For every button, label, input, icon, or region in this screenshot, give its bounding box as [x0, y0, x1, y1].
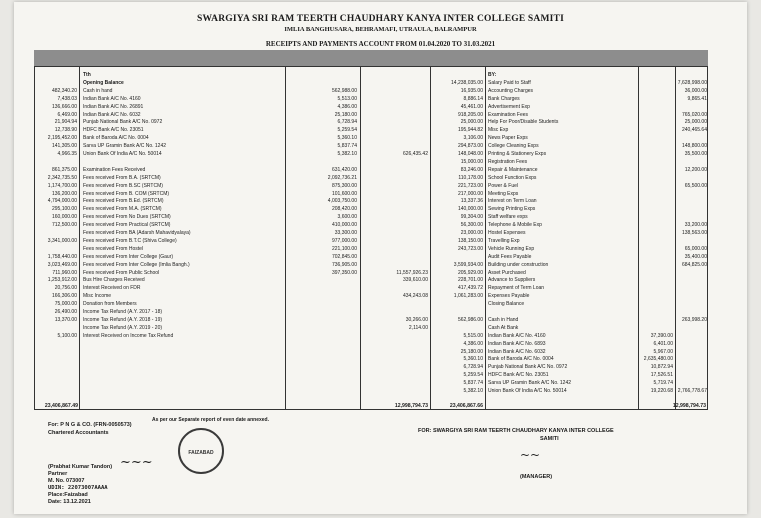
- receipt-prev-year-amount: 136,200.00: [51, 190, 77, 197]
- payment-prev-year-amount: 140,000.00: [457, 206, 483, 213]
- payment-particular: Examination Fees: [488, 111, 529, 118]
- receipt-particular: Fees received From B. COM (SRTCM): [83, 190, 170, 197]
- partner-role: Partner: [48, 471, 68, 477]
- payment-prev-year-amount: 83,246.00: [460, 166, 483, 173]
- payment-particular: BY:: [488, 72, 497, 78]
- payment-particular: Bank of Baroda A/C No. 0004: [488, 356, 554, 363]
- payment-amount: 17,526.51: [650, 372, 673, 379]
- payment-particular: School Function Exps: [488, 174, 537, 181]
- payment-particular: Advertisement Exp: [488, 103, 530, 110]
- society-line-2: SAMITI: [540, 436, 559, 442]
- receipt-particular: Fees received From B.T.C (Shiva College): [83, 237, 177, 244]
- payment-particular: Closing Balance: [488, 301, 525, 308]
- receipt-amount: 5,360.10: [337, 135, 357, 142]
- payment-prev-year-amount: 99,304.00: [460, 214, 483, 221]
- receipt-prev-year-amount: 13,370.00: [54, 316, 77, 323]
- receipt-particular: Indian Bank A/C No. 4160: [83, 95, 141, 102]
- payment-total-amount: 33,200.00: [684, 222, 707, 229]
- payment-particular: Repayment of Term Loan: [488, 285, 545, 292]
- payment-particular: Telephone & Mobile Exp: [488, 222, 542, 229]
- payment-amount: 37,390.00: [650, 332, 673, 339]
- receipt-particular: Fees received From B.SC (SRTCM): [83, 182, 163, 189]
- receipt-particular: Income Tax Refund (A.Y. 2017 - 18): [83, 309, 163, 315]
- payment-amount: 2,635,480.00: [643, 356, 673, 363]
- payment-amount: 6,401.00: [653, 340, 673, 347]
- receipt-particular: HDFC Bank A/C No. 23051: [83, 127, 144, 134]
- payment-total-amount: 65,500.00: [684, 182, 707, 189]
- receipt-prev-year-amount: 5,100.00: [57, 332, 77, 339]
- receipt-total-amount: 11,557,926.23: [396, 269, 428, 276]
- payments-total-prev: 23,406,867.66: [449, 403, 483, 409]
- payment-particular: News Paper Exps: [488, 135, 528, 142]
- membership-number: M. No. 073007: [48, 478, 85, 484]
- receipt-amount: 562,988.00: [331, 87, 357, 94]
- payment-prev-year-amount: 3,599,934.00: [453, 261, 483, 268]
- auditor-firm: For: P N G & CO. (FRN-0050573): [48, 422, 132, 428]
- payment-particular: Misc Exp: [488, 127, 509, 134]
- manager-signature: ~~: [520, 448, 541, 462]
- date: Date: 13.12.2021: [48, 499, 91, 505]
- receipt-particular: Donation from Members: [83, 301, 137, 308]
- payment-prev-year-amount: 5,515.00: [463, 332, 483, 339]
- receipt-amount: 736,905.00: [331, 261, 357, 268]
- receipt-prev-year-amount: 160,000.00: [51, 214, 77, 221]
- receipt-particular: Fees received From Inter College (Imlia Bangh.): [83, 261, 190, 268]
- receipt-prev-year-amount: 1,758,440.00: [47, 253, 77, 260]
- payment-prev-year-amount: 217,000.00: [457, 190, 483, 197]
- receipt-amount: 2,092,736.21: [327, 174, 357, 181]
- payment-particular: Meeting Exps: [488, 190, 519, 197]
- payment-prev-year-amount: 16,935.00: [460, 87, 483, 94]
- receipt-amount: 33,300.00: [334, 230, 357, 236]
- receipts-total: 12,998,794.73: [394, 403, 428, 409]
- payment-total-amount: 138,563.00: [681, 230, 707, 236]
- receipt-prev-year-amount: 7,438.03: [57, 95, 77, 102]
- payment-particular: Staff welfare exps: [488, 214, 528, 221]
- receipt-amount: 5,513.00: [337, 95, 357, 102]
- payment-prev-year-amount: 8,886.14: [463, 95, 483, 102]
- payment-prev-year-amount: 228,701.00: [457, 277, 483, 284]
- payment-particular: Audit Fees Payable: [488, 253, 532, 260]
- receipt-particular: Bus Hire Charges Received: [83, 277, 145, 284]
- receipt-prev-year-amount: 2,342,735.50: [47, 174, 77, 181]
- receipt-particular: Punjab National Bank A/C No. 0972: [83, 119, 163, 126]
- payment-prev-year-amount: 25,180.00: [460, 348, 483, 355]
- manager-label: (MANAGER): [520, 474, 553, 480]
- payment-total-amount: 765,020.00: [681, 111, 707, 118]
- payment-prev-year-amount: 138,150.00: [457, 237, 483, 244]
- receipt-prev-year-amount: 4,966.35: [57, 151, 77, 157]
- payment-prev-year-amount: 13,337.36: [460, 198, 483, 205]
- payment-total-amount: 65,000.00: [684, 245, 707, 252]
- payment-particular: Punjab National Bank A/C No. 0972: [488, 364, 568, 371]
- payment-total-amount: 684,825.00: [681, 261, 707, 268]
- receipt-particular: Tth: [83, 72, 91, 78]
- receipt-total-amount: 626,435.42: [402, 151, 428, 157]
- receipt-prev-year-amount: 711,960.00: [52, 269, 77, 276]
- accounts-table: [34, 66, 708, 410]
- receipt-particular: Sarva UP Gramin Bank A/C No. 1242: [83, 143, 167, 150]
- payment-total-amount: 263,998.20: [681, 316, 707, 323]
- payment-prev-year-amount: 23,000.00: [460, 230, 483, 236]
- receipt-total-amount: 434,243.08: [402, 293, 428, 300]
- receipt-particular: Cash in hand: [83, 87, 113, 94]
- payment-total-amount: 9,865.41: [687, 95, 707, 102]
- receipt-particular: Bank of Baroda A/C No. 0004: [83, 135, 149, 142]
- payment-prev-year-amount: 243,723.00: [457, 245, 483, 252]
- payment-prev-year-amount: 205,929.00: [457, 269, 483, 276]
- receipt-particular: Income Tax Refund (A.Y. 2019 - 20): [83, 324, 163, 331]
- receipt-particular: Indian Bank A/C No. 6032: [83, 111, 141, 118]
- payment-prev-year-amount: 1,061,283.00: [453, 293, 483, 300]
- payment-particular: Sewing Printing Exps: [488, 206, 536, 213]
- payment-particular: College Cleaning Exps: [488, 143, 539, 150]
- receipt-amount: 101,600.00: [331, 190, 357, 197]
- receipt-amount: 208,420.00: [331, 206, 357, 213]
- auditor-stamp: FAIZABAD: [178, 428, 224, 474]
- partner-name: (Prabhat Kumar Tandon): [48, 464, 113, 470]
- receipts-total-prev: 23,406,867.49: [44, 403, 78, 409]
- payment-amount: 5,719.74: [653, 380, 673, 387]
- payment-prev-year-amount: 918,205.00: [457, 111, 483, 118]
- payment-particular: Accounting Charges: [488, 87, 534, 94]
- payment-prev-year-amount: 6,728.94: [463, 364, 483, 371]
- receipt-amount: 875,300.00: [331, 182, 357, 189]
- payment-prev-year-amount: 417,439.72: [457, 285, 483, 292]
- receipt-amount: 5,837.74: [337, 143, 357, 150]
- payment-particular: Union Bank Of India A/C No. 50014: [488, 388, 567, 394]
- payment-particular: Sarva UP Gramin Bank A/C No. 1242: [488, 380, 572, 387]
- payment-particular: Printing & Stationery Exps: [488, 151, 547, 157]
- receipt-particular: Fees received From Public School: [83, 269, 160, 276]
- receipt-prev-year-amount: 712,500.00: [51, 222, 77, 229]
- receipt-prev-year-amount: 482,340.20: [51, 87, 77, 94]
- payment-total-amount: 2,766,778.67: [677, 388, 707, 394]
- payment-particular: Hostel Expenses: [488, 230, 526, 236]
- payment-prev-year-amount: 5,382.10: [463, 388, 483, 394]
- payment-particular: Vehicle Running Exp: [488, 245, 535, 252]
- payment-prev-year-amount: 3,106.00: [463, 135, 483, 142]
- receipt-particular: Fees received From Hostel: [83, 245, 144, 252]
- payment-prev-year-amount: 15,000.00: [460, 158, 483, 165]
- payment-prev-year-amount: 56,300.00: [460, 222, 483, 229]
- receipt-prev-year-amount: 26,490.00: [54, 309, 77, 315]
- payment-particular: Registration Fees: [488, 158, 528, 165]
- payment-total-amount: 148,800.00: [681, 143, 707, 150]
- payment-prev-year-amount: 4,386.00: [463, 340, 483, 347]
- payment-prev-year-amount: 148,048.00: [457, 151, 483, 157]
- receipt-amount: 410,000.00: [331, 222, 357, 229]
- receipt-particular: Fees received From M.A. (SRTCM): [83, 206, 162, 213]
- payment-prev-year-amount: 195,944.82: [457, 127, 483, 134]
- receipt-amount: 25,180.00: [334, 111, 357, 118]
- payment-prev-year-amount: 14,238,035.00: [451, 79, 483, 86]
- receipt-prev-year-amount: 20,756.00: [54, 285, 77, 292]
- payment-particular: Salary Paid to Staff: [488, 79, 531, 86]
- org-title: SWARGIYA SRI RAM TEERTH CHAUDHARY KANYA INTER COLLEGE SAMITI: [197, 14, 564, 24]
- payment-prev-year-amount: 221,723.00: [457, 182, 483, 189]
- receipt-amount: 702,845.00: [331, 253, 357, 260]
- payment-particular: Bank Charges: [488, 95, 520, 102]
- payment-particular: Repair & Maintenance: [488, 166, 538, 173]
- receipt-amount: 3,600.00: [337, 214, 357, 221]
- receipt-amount: 5,259.54: [337, 127, 357, 134]
- payment-amount: 5,967.00: [653, 348, 673, 355]
- receipt-prev-year-amount: 136,666.00: [51, 103, 77, 110]
- society-line-1: FOR: SWARGIYA SRI RAM TEERTH CHAUDHARY KANYA INTER COLLEGE: [418, 428, 614, 434]
- receipt-amount: 4,003,750.00: [327, 198, 357, 205]
- payment-total-amount: 35,500.00: [684, 151, 707, 157]
- place: Place:Faizabad: [48, 492, 88, 498]
- payment-prev-year-amount: 294,873.00: [457, 143, 483, 150]
- receipt-prev-year-amount: 12,738.90: [54, 127, 77, 134]
- receipt-prev-year-amount: 4,794,000.00: [47, 198, 77, 205]
- receipt-amount: 4,386.00: [337, 103, 357, 110]
- receipt-amount: 977,000.00: [331, 237, 357, 244]
- payment-amount: 10,872.94: [650, 364, 673, 371]
- receipt-amount: 631,420.00: [331, 166, 357, 173]
- receipt-amount: 221,100.00: [331, 245, 357, 252]
- receipt-prev-year-amount: 6,469.00: [57, 111, 77, 118]
- receipt-particular: Examination Fees Received: [83, 166, 146, 173]
- receipt-particular: Opening Balance: [83, 79, 124, 86]
- udin: UDIN: 22073007AAAA: [48, 485, 108, 491]
- receipt-total-amount: 339,610.00: [402, 277, 428, 284]
- receipt-prev-year-amount: 1,253,912.00: [47, 277, 77, 284]
- receipt-prev-year-amount: 3,023,469.00: [47, 261, 77, 268]
- auditor-note: As per our Separate report of even date annexed.: [152, 417, 269, 423]
- receipt-particular: Fees received From Inter College (Gaur): [83, 253, 174, 260]
- receipt-prev-year-amount: 141,305.00: [51, 143, 77, 150]
- payment-particular: Travelling Exp: [488, 237, 520, 244]
- receipt-prev-year-amount: 861,375.00: [51, 166, 77, 173]
- payment-particular: Indian Bank A/C No. 6893: [488, 340, 546, 347]
- payment-total-amount: 25,000.00: [684, 119, 707, 126]
- receipt-total-amount: 2,114.00: [408, 324, 428, 331]
- payment-particular: Building under construction: [488, 261, 549, 268]
- payment-amount: 19,220.68: [650, 388, 673, 394]
- payment-prev-year-amount: 25,000.00: [460, 119, 483, 126]
- receipt-particular: Union Bank Of India A/C No. 50014: [83, 151, 162, 157]
- payment-particular: Help For Poor/Disable Students: [488, 119, 559, 126]
- receipt-particular: Income Tax Refund (A.Y. 2018 - 19): [83, 316, 163, 323]
- totals-row: [34, 402, 708, 411]
- payment-total-amount: 35,400.00: [684, 253, 707, 260]
- payments-total: 12,998,794.73: [672, 403, 706, 409]
- payment-prev-year-amount: 5,259.54: [463, 372, 483, 379]
- receipt-prev-year-amount: 75,000.00: [54, 301, 77, 308]
- receipt-prev-year-amount: 3,341,000.00: [47, 237, 77, 244]
- receipt-prev-year-amount: 2,195,452.00: [47, 135, 77, 142]
- receipt-particular: Fees received From BA (Adarsh Mahavidyalaya): [83, 230, 191, 236]
- payment-particular: Cash in Hand: [488, 316, 519, 323]
- payment-particular: Power & Fuel: [488, 182, 519, 189]
- payment-particular: Advance to Suppliers: [488, 277, 536, 284]
- payment-prev-year-amount: 5,837.74: [463, 380, 483, 387]
- receipt-particular: Interest Received on FDR: [83, 285, 141, 292]
- receipt-amount: 397,350.00: [331, 269, 357, 276]
- org-address: IMLIA BANGHUSARA, BEHRAMAFI, UTRAULA, BALRAMPUR: [284, 26, 477, 33]
- auditor-role: Chartered Accountants: [48, 430, 109, 436]
- payment-particular: Indian Bank A/C No. 4160: [488, 332, 546, 339]
- payment-prev-year-amount: 5,360.10: [463, 356, 483, 363]
- receipt-particular: Fees received From B.A. (SRTCM): [83, 174, 161, 181]
- statement-title: RECEIPTS AND PAYMENTS ACCOUNT FROM 01.04.2020 TO 31.03.2021: [265, 40, 496, 48]
- payment-particular: Indian Bank A/C No. 6032: [488, 348, 546, 355]
- receipt-total-amount: 30,266.00: [405, 316, 428, 323]
- receipt-prev-year-amount: 166,306.00: [51, 293, 77, 300]
- payment-total-amount: 240,465.64: [681, 127, 707, 134]
- payment-particular: Interest on Term Loan: [488, 198, 537, 205]
- payment-particular: Asset Purchased: [488, 269, 526, 276]
- receipt-particular: Indian Bank A/C No. 26891: [83, 103, 144, 110]
- table-header-band: [34, 50, 708, 66]
- receipt-particular: Interest Received on Income Tax Refund: [83, 332, 174, 339]
- receipt-particular: Fees received From No Dues (SRTCM): [83, 214, 171, 221]
- payment-particular: Expenses Payable: [488, 293, 530, 300]
- payment-prev-year-amount: 110,178.00: [458, 174, 483, 181]
- payment-particular: Cash At Bank: [488, 324, 519, 331]
- payment-particular: HDFC Bank A/C No. 23051: [488, 372, 549, 379]
- payment-prev-year-amount: 45,461.00: [460, 103, 483, 110]
- receipt-prev-year-amount: 295,100.00: [51, 206, 77, 213]
- receipt-particular: Fees received From B.Ed. (SRTCM): [83, 198, 164, 205]
- payment-total-amount: 36,000.00: [684, 87, 707, 94]
- auditor-signature: ~~~: [120, 455, 153, 470]
- payment-prev-year-amount: 562,986.00: [457, 316, 483, 323]
- receipt-prev-year-amount: 1,174,700.00: [47, 182, 77, 189]
- payment-total-amount: 7,628,998.00: [677, 79, 707, 86]
- receipt-particular: Misc Income: [83, 293, 112, 300]
- receipt-amount: 5,382.10: [337, 151, 357, 157]
- receipt-prev-year-amount: 21,904.94: [54, 119, 77, 126]
- payment-total-amount: 12,200.00: [684, 166, 707, 173]
- receipt-particular: Fees received From Practical (SRTCM): [83, 222, 171, 229]
- receipt-amount: 6,728.94: [337, 119, 357, 126]
